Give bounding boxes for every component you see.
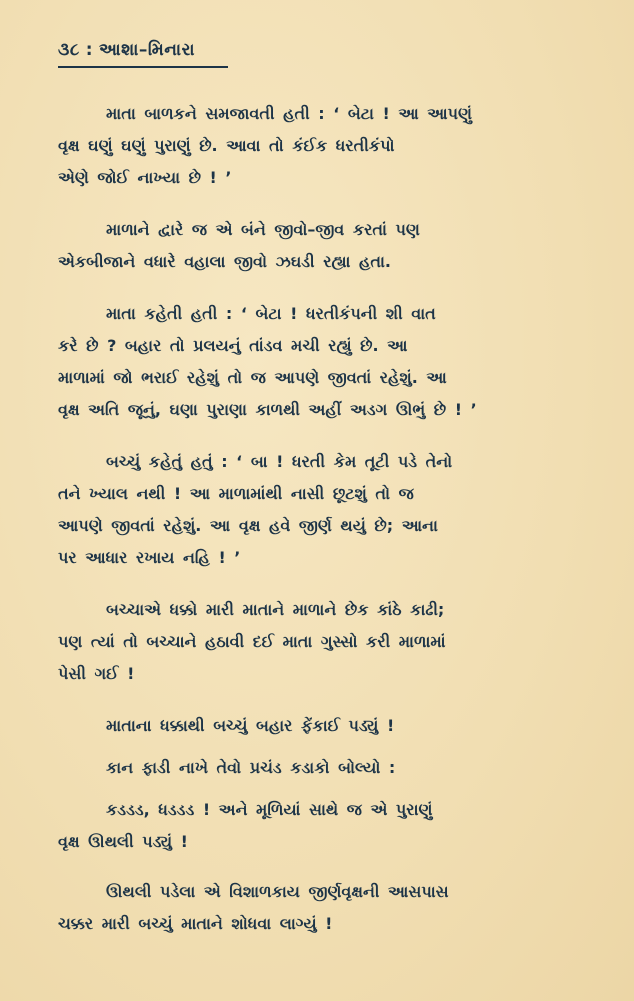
header-rule (58, 66, 228, 68)
text-line: કાન ફાડી નાખે તેવો પ્રચંડ કડાકો બોલ્યો : (106, 758, 396, 777)
paragraph-5 (58, 594, 574, 690)
text-line: પર આધાર રખાય નહિ ! ’ (58, 548, 241, 567)
text-line: માળાને દ્વારે જ એ બંને જીવો–જીવ કરતાં પણ (106, 220, 420, 239)
text-line: કરે છે ? બહાર તો પ્રલયનું તાંડવ મચી રહ્યું છે. આ (58, 336, 408, 355)
running-head (58, 40, 574, 60)
paragraph-4 (58, 446, 574, 574)
page-number: ૩૮ (58, 40, 80, 60)
text-line: એકબીજાને વધારે વહાલા જીવો ઝઘડી રહ્યા હતા. (58, 252, 392, 271)
paragraph-2 (58, 214, 574, 278)
text-line: વૃક્ષ ઘણું ઘણું પુરાણું છે. આવા તો કંઈક ધરતીકંપો (58, 136, 395, 155)
text-line: એણે જોઈ નાખ્યા છે ! ’ (58, 168, 232, 187)
text-line: માળામાં જો ભરાઈ રહેશું તો જ આપણે જીવતાં રહેશું. આ (58, 368, 447, 387)
text-line: માતાના ધક્કાથી બચ્ચું બહાર ફેંકાઈ પડ્યું ! (106, 716, 395, 735)
paragraph-3 (58, 298, 574, 426)
text-line: પેસી ગઈ ! (58, 664, 135, 683)
text-line: બચ્ચાએ ધક્કો મારી માતાને માળાને છેક કાંઠે કાઢી; (106, 600, 445, 619)
text-line: ઊથલી પડેલા એ વિશાળકાય જીર્ણવૃક્ષની આસપાસ (106, 882, 449, 901)
text-line: પણ ત્યાં તો બચ્ચાને હઠાવી દઈ માતા ગુસ્સો કરી માળામાં (58, 632, 446, 651)
header-separator: : (85, 40, 93, 60)
paragraph-7 (58, 752, 574, 784)
text-line: વૃક્ષ ઊથલી પડ્યું ! (58, 832, 188, 851)
body-text (58, 98, 574, 940)
text-line: ચક્કર મારી બચ્ચું માતાને શોધવા લાગ્યું ! (58, 914, 333, 933)
text-line: વૃક્ષ અતિ જૂનું, ઘણા પુરાણા કાળથી અહીં અડગ ઊભું છે ! ’ (58, 400, 477, 419)
text-line: તને ખ્યાલ નથી ! આ માળામાંથી નાસી છૂટશું તો જ (58, 484, 414, 503)
paragraph-6 (58, 710, 574, 742)
book-title: આશા–મિનારા (99, 40, 196, 60)
text-line: માતા કહેતી હતી : ‘ બેટા ! ધરતીકંપની શી વાત (106, 304, 436, 323)
text-line: બચ્ચું કહેતું હતું : ‘ બા ! ધરતી કેમ તૂટી પડે તેનો (106, 452, 453, 471)
paragraph-9 (58, 876, 574, 940)
paragraph-1 (58, 98, 574, 194)
text-line: આપણે જીવતાં રહેશું. આ વૃક્ષ હવે જીર્ણ થયું છે; આના (58, 516, 438, 535)
text-line: માતા બાળકને સમજાવતી હતી : ‘ બેટા ! આ આપણું (106, 104, 472, 123)
text-line: કડડડ, ધડડડ ! અને મૂળિયાં સાથે જ એ પુરાણું (106, 800, 433, 819)
paragraph-8 (58, 794, 574, 858)
